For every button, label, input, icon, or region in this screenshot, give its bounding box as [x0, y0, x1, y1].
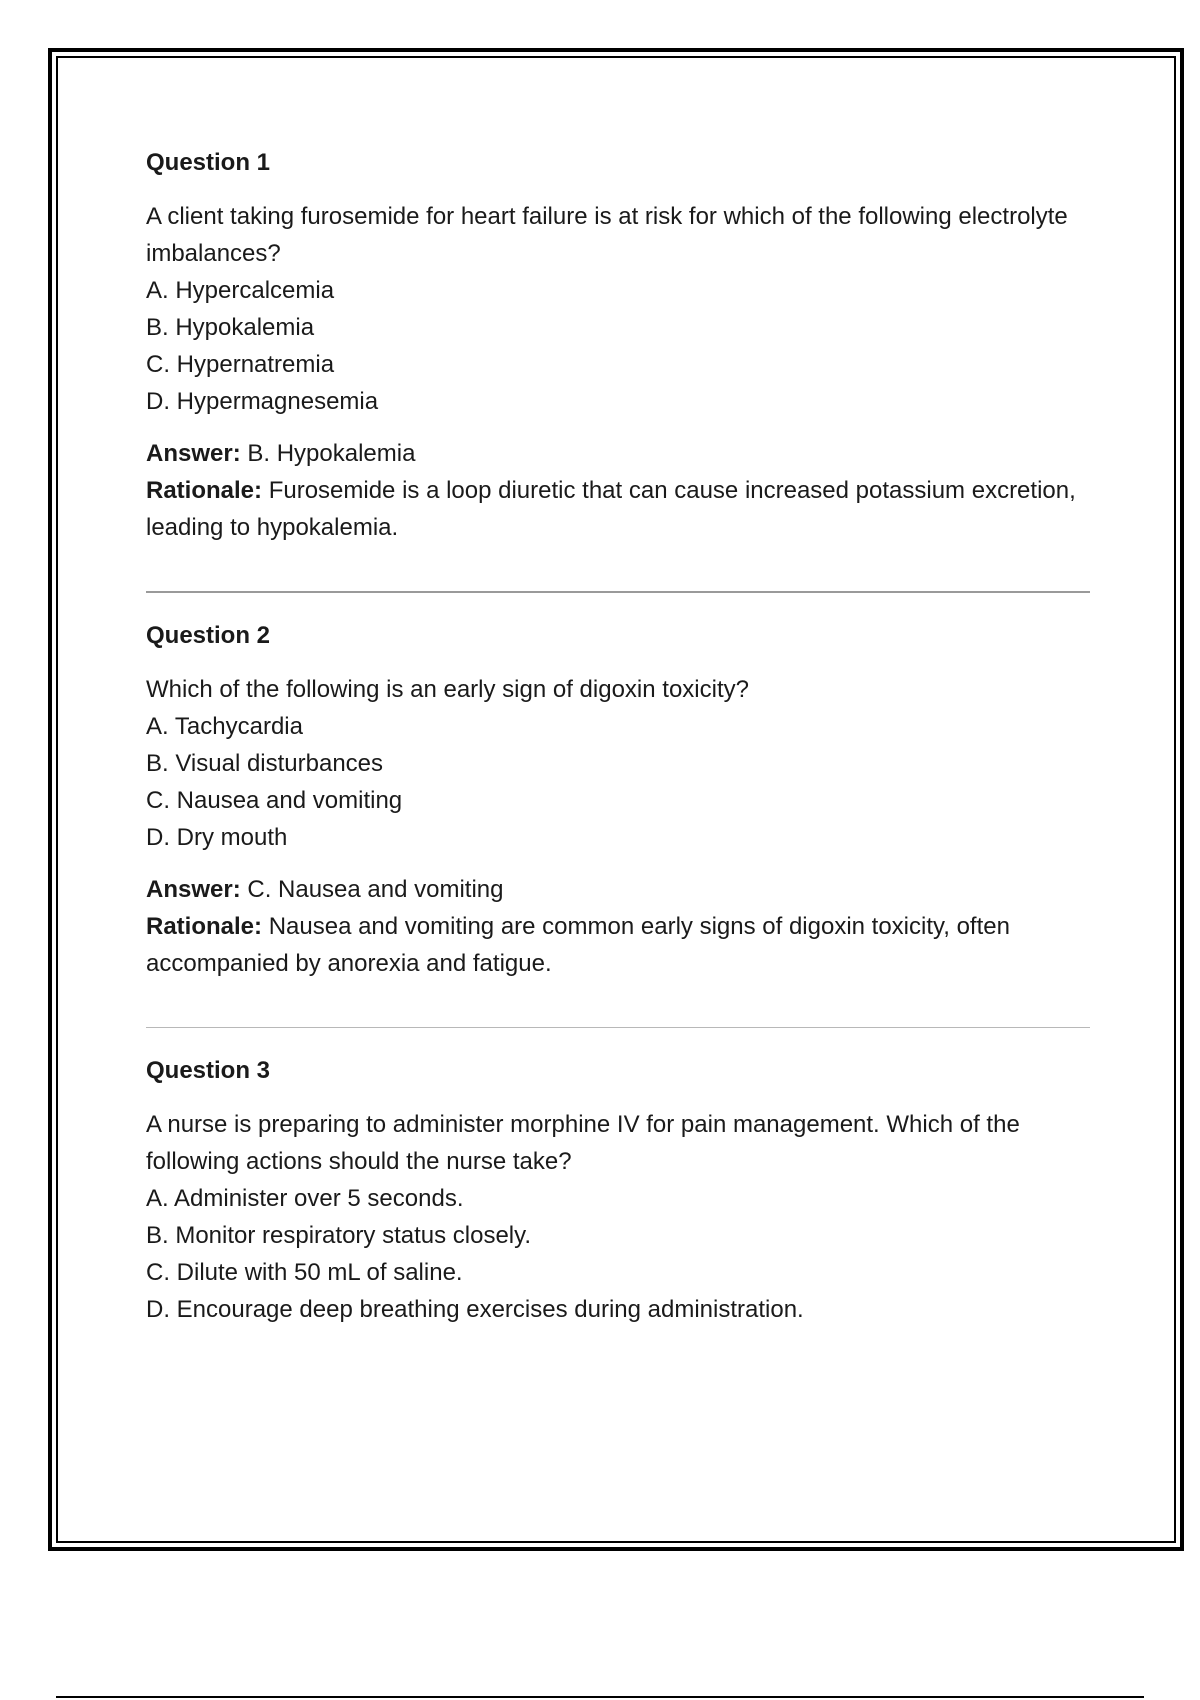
- option-a: A. Tachycardia: [146, 713, 303, 740]
- question-title: Question 3: [146, 1057, 271, 1084]
- question-title: Question 2: [146, 622, 271, 649]
- footer-rule: [56, 1696, 1144, 1698]
- rationale-line: [146, 472, 1090, 546]
- question-2: [146, 619, 1090, 982]
- question-text: A client taking furosemide for heart failure is at risk for which of the following electrolyte imbalances?: [146, 203, 1068, 267]
- option-c: C. Dilute with 50 mL of saline.: [146, 1259, 463, 1286]
- option-d: D. Hypermagnesemia: [146, 388, 379, 415]
- rationale-line: [146, 908, 1090, 982]
- divider: [146, 1027, 1090, 1028]
- answer-line: [146, 435, 1090, 472]
- rationale-label: Rationale:: [146, 477, 263, 504]
- rationale-text: Nausea and vomiting are common early signs of digoxin toxicity, often accompanied by anorexia and fatigue.: [146, 913, 1010, 977]
- divider: [146, 591, 1090, 593]
- option-list: [146, 272, 1090, 420]
- answer-line: [146, 871, 1090, 908]
- answer-section: [146, 871, 1090, 982]
- option-list: [146, 1180, 1090, 1328]
- option-c: C. Nausea and vomiting: [146, 787, 403, 814]
- answer-section: [146, 435, 1090, 546]
- answer-label: Answer:: [146, 440, 241, 467]
- option-list: [146, 708, 1090, 856]
- option-a: A. Administer over 5 seconds.: [146, 1185, 464, 1212]
- answer-label: Answer:: [146, 876, 241, 903]
- question-title: Question 1: [146, 149, 271, 176]
- question-text: A nurse is preparing to administer morphine IV for pain management. Which of the following actions should the nurse take?: [146, 1111, 1020, 1175]
- option-d: D. Dry mouth: [146, 824, 288, 851]
- rationale-text: Furosemide is a loop diuretic that can cause increased potassium excretion, leading to hypokalemia.: [146, 477, 1076, 541]
- question-text: Which of the following is an early sign of digoxin toxicity?: [146, 676, 749, 703]
- option-d: D. Encourage deep breathing exercises during administration.: [146, 1296, 804, 1323]
- question-3: [146, 1054, 1090, 1328]
- answer-value: B. Hypokalemia: [247, 440, 416, 467]
- answer-value: C. Nausea and vomiting: [247, 876, 504, 903]
- option-b: B. Hypokalemia: [146, 314, 315, 341]
- question-1: [146, 146, 1090, 546]
- option-a: A. Hypercalcemia: [146, 277, 335, 304]
- option-b: B. Visual disturbances: [146, 750, 384, 777]
- question-list: [146, 146, 1090, 1328]
- rationale-label: Rationale:: [146, 913, 263, 940]
- option-b: B. Monitor respiratory status closely.: [146, 1222, 532, 1249]
- option-c: C. Hypernatremia: [146, 351, 335, 378]
